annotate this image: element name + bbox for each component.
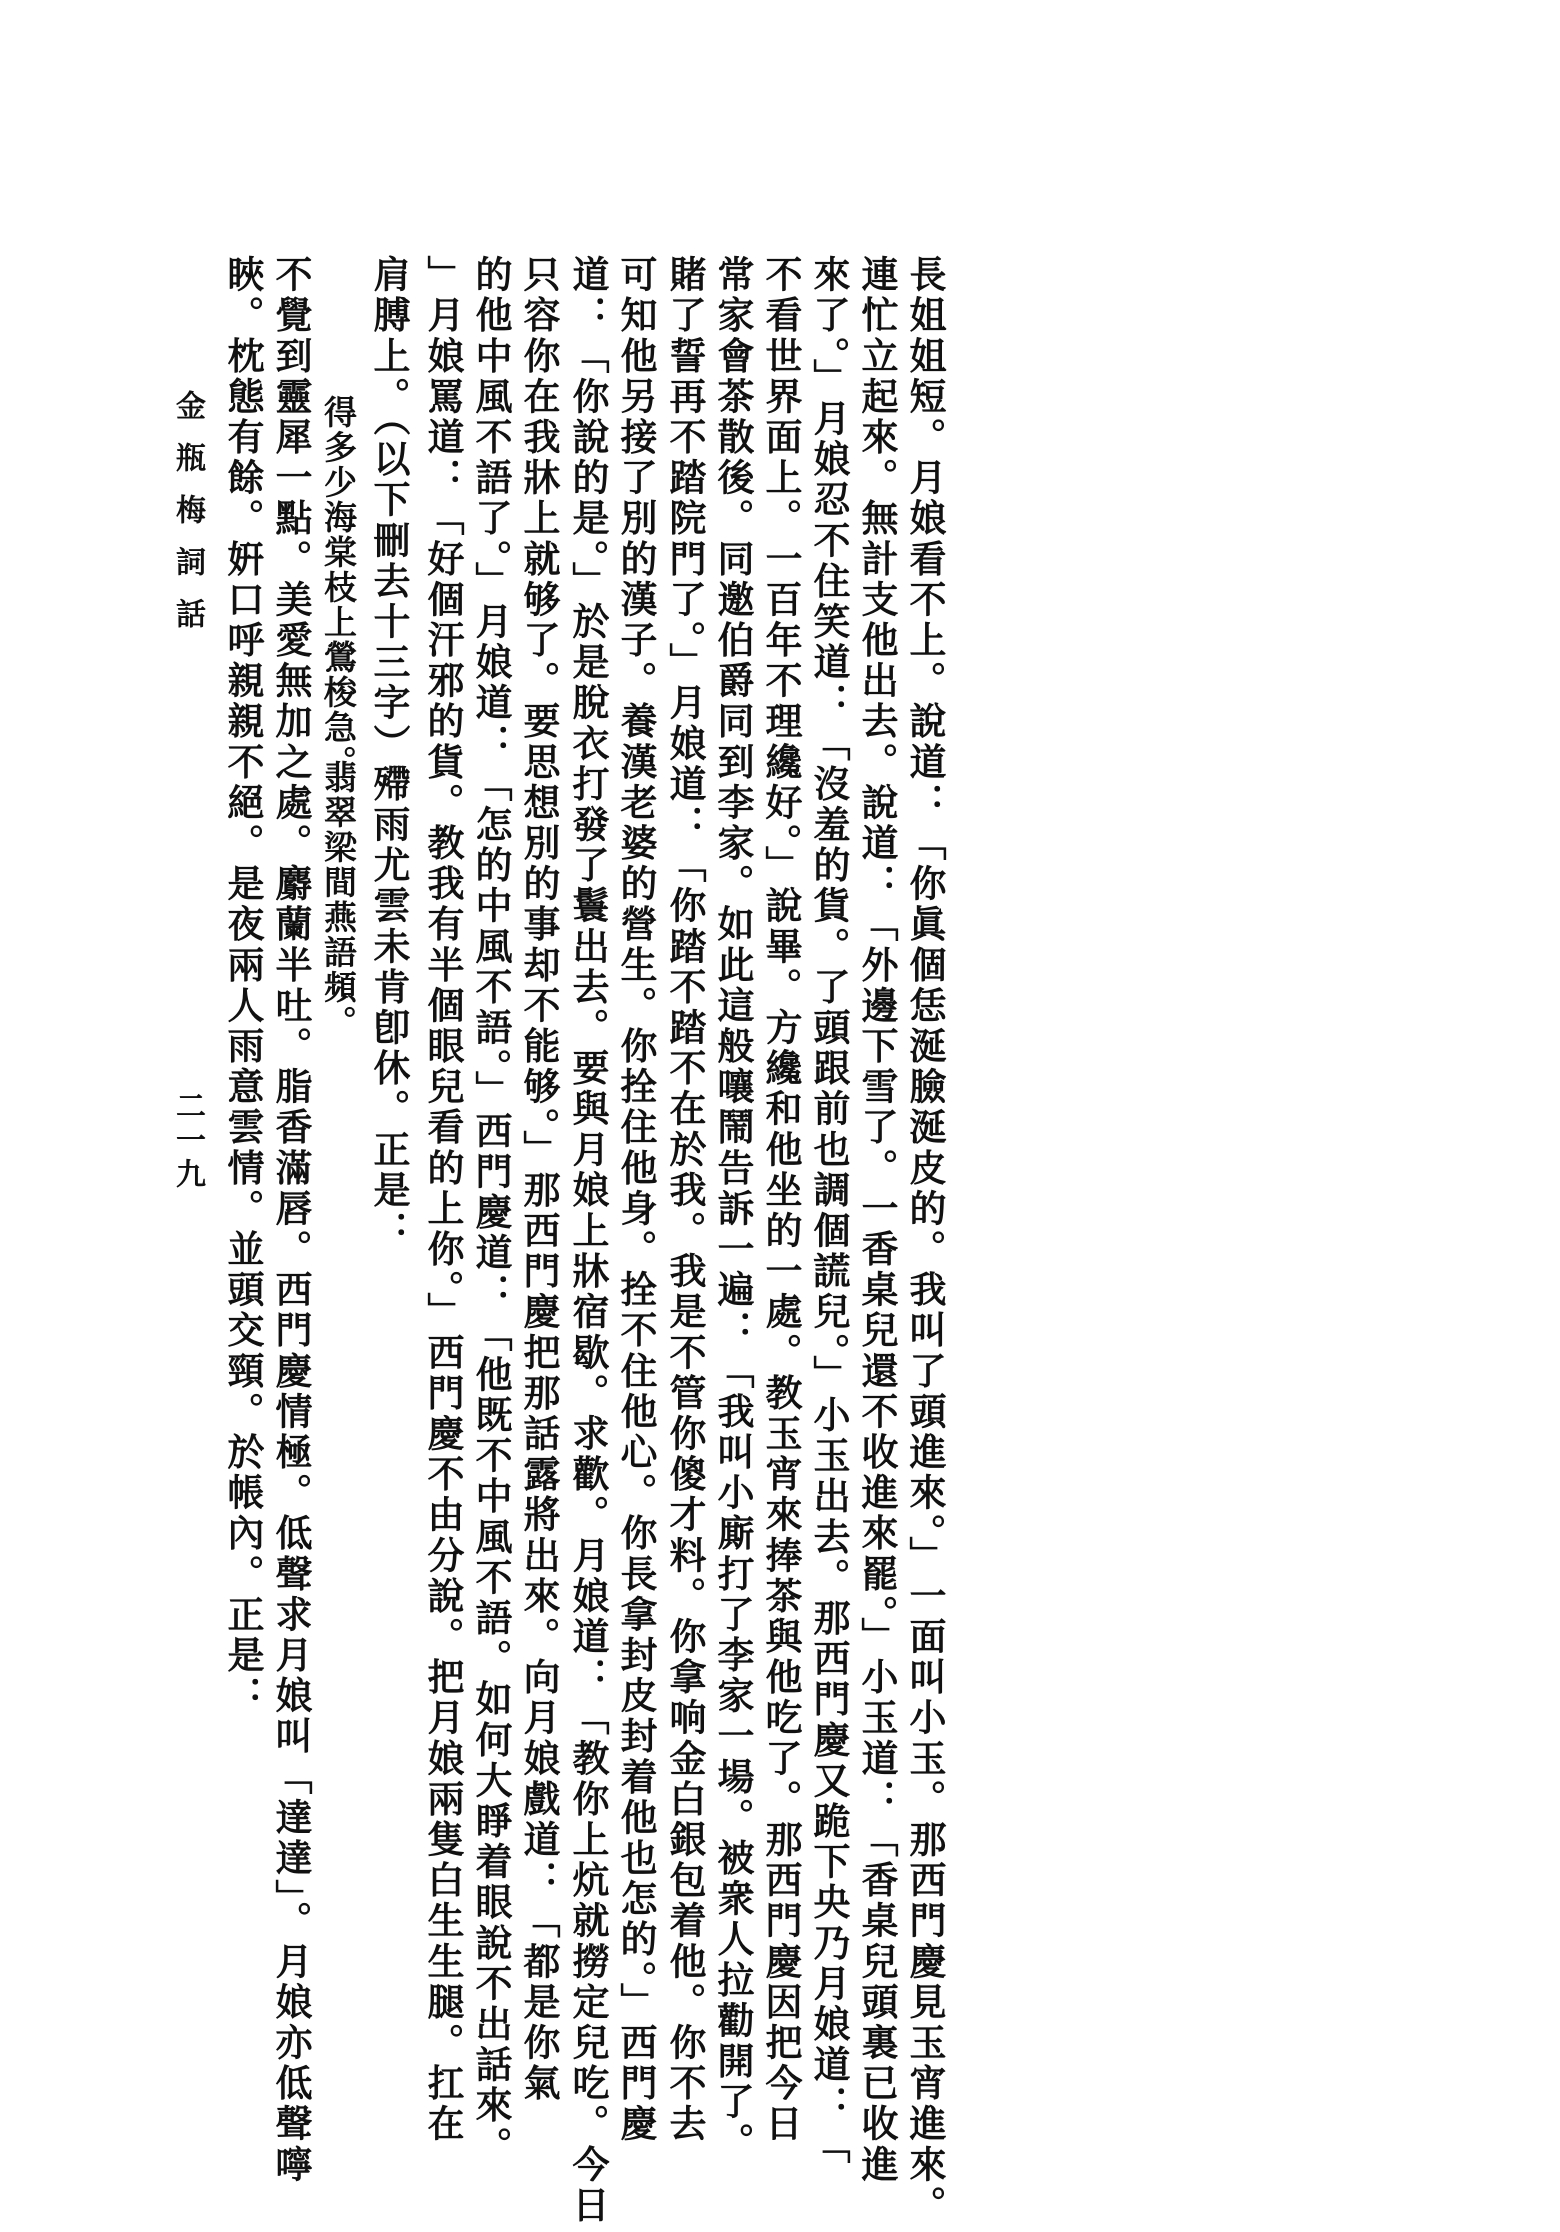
text-column-8: 道：「你說的是。」於是脫衣打發了鬟出去。要與月娘上牀宿歇。求歡。月娘道：「教你上炕就撈定兒吃。今日 — [566, 255, 610, 2226]
text-column-7: 可知他另接了別的漢子。養漢老婆的營生。你拴住他身。拴不住他心。你長拿封皮封着他也怎的。」西門慶 — [614, 255, 658, 2145]
poem-line-2: 翡翠梁間燕語頻。 — [319, 760, 358, 1040]
text-column-10: 的他中風不語了。」月娘道：「怎的中風不語。」西門慶道：「他既不中風不語。如何大睜着眼說不出話來。 — [469, 255, 513, 2167]
text-column-4: 不看世界面上。一百年不理纔好。」說畢。方纔和他坐的一處。教玉宵來捧茶與他吃了。那西門慶因把今日 — [759, 255, 803, 2145]
page-number: 二一九 — [170, 1090, 205, 1192]
text-column-5: 常家會茶散後。同邀伯爵同到李家。如此這般嚷鬧告訴一遍：「我叫小廝打了李家一場。被衆人拉勸開了。 — [711, 255, 755, 2164]
poem-line-1: 得多少海棠枝上鶯梭急。 — [319, 395, 358, 780]
book-title: 金瓶梅詞話 — [170, 390, 205, 650]
text-column-9: 只容你在我牀上就够了。要思想別的事却不能够。」那西門慶把那話露將出來。向月娘戲道：「都是你氣 — [517, 255, 561, 2105]
text-column-1: 長姐姐短。月娘看不上。說道：「你眞個恁涎臉涎皮的。我叫了頭進來。」一面叫小玉。那西門慶見玉宵進來。 — [903, 255, 947, 2226]
text-column-2: 連忙立起來。無計支他出去。說道：「外邊下雪了。一香桌兒還不收進來罷。」小玉道：「香桌兒頭裏已收進 — [855, 255, 899, 2186]
text-column-3: 來了。」月娘忍不住笑道：「沒羞的貨。了頭跟前也調個謊兒。」小玉出去。那西門慶又跪下央乃月娘道：「 — [807, 255, 851, 2167]
text-column-14: 䀹。枕態有餘。姸口呼親親不絕。是夜兩人雨意雲情。並頭交頸。於帳內。正是： — [221, 255, 265, 1717]
text-column-11: 」月娘罵道：「好個汗邪的貨。教我有半個眼兒看的上你。」西門慶不由分說。把月娘兩隻白生生腿。扛在 — [421, 255, 465, 2145]
text-column-6: 賭了誓再不踏院門了。」月娘道：「你踏不踏不在於我。我是不管你傻才料。你拿响金白銀包着他。你不去 — [663, 255, 707, 2145]
text-column-12: 肩膊上。（以下刪去十三字）殢雨尤雲未肯卽休。正是： — [367, 255, 411, 1252]
text-column-13: 不覺到靈犀一點。美愛無加之處。麝蘭半吐。脂香滿唇。西門慶情極。低聲求月娘叫「達達」。月娘亦低聲嚀 — [269, 255, 313, 2186]
